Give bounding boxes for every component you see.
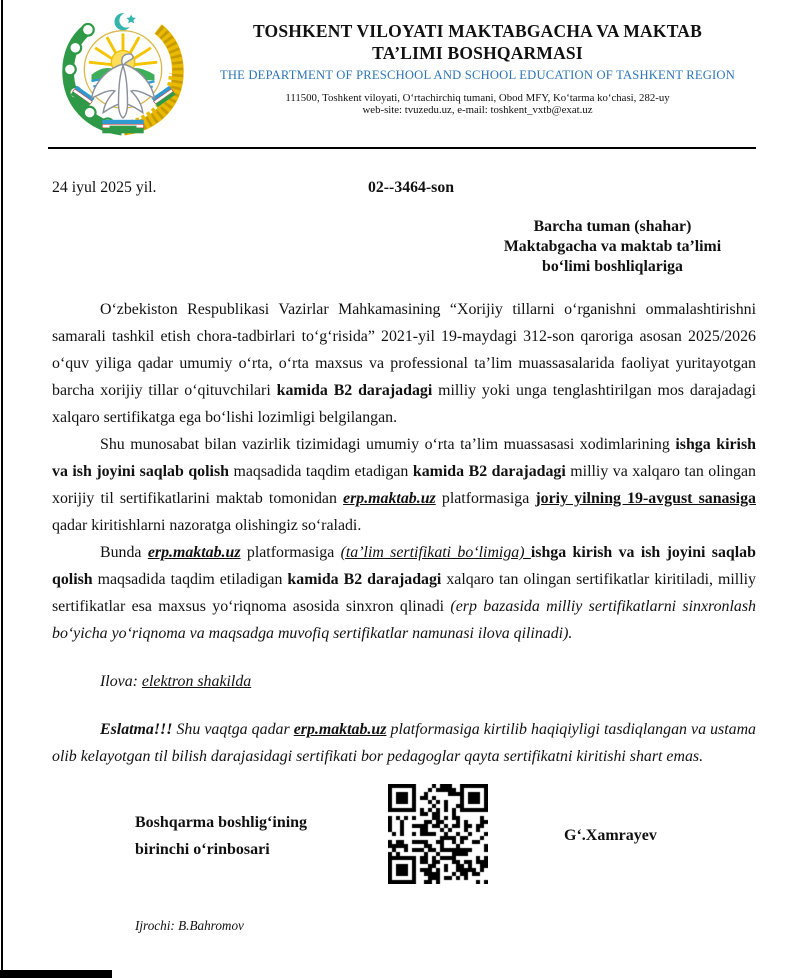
signer-position: [135, 809, 388, 863]
addressee-line2: Maktabgacha va maktab ta’limi: [503, 238, 722, 255]
letterhead: [0, 0, 794, 136]
header-divider: [48, 147, 756, 149]
flag-ribbon-icon: [102, 120, 143, 134]
text-run: Shu vaqtga qadar: [172, 721, 294, 738]
text-run: qadar kiritishlarni nazoratga olishingiz so‘raladi.: [52, 517, 362, 534]
text-run: Eslatma!!!: [100, 721, 173, 738]
text-run: kamida B2 darajadagi: [276, 382, 433, 399]
text-run: Ilova:: [100, 673, 142, 690]
crescent-star-icon: [114, 13, 135, 30]
attachment-note: [0, 668, 794, 695]
letterhead-text: [191, 10, 764, 136]
executor-line: Ijrochi: B.Bahromov: [135, 918, 244, 933]
uzbekistan-emblem: [55, 10, 191, 136]
document-date: 24 iyul 2025 yil.: [52, 179, 157, 196]
scan-artifact-bottom-edge: [0, 970, 112, 978]
text-run: milliy yoki unga tenglashtirilgan mos darajadagi xalqaro sertifikatga ega bo‘lishi lozimligi belgilangan.: [52, 382, 756, 426]
text-run: joriy yilning 19-avgust sanasiga: [535, 490, 756, 507]
addressee-block: [455, 217, 770, 277]
signer-name: G‘.Xamrayev: [564, 827, 657, 844]
addressee-line1: Barcha tuman (shahar): [533, 218, 692, 235]
reminder-note: [0, 716, 794, 770]
signer-position-line1: Boshqarma boshlig‘ining: [135, 814, 308, 831]
signature-block: [0, 784, 794, 888]
body-paragraph-2: [0, 431, 794, 539]
text-run: erp.maktab.uz: [147, 544, 241, 561]
org-address: 111500, Toshkent viloyati, O‘rtachirchiq tumani, Obod MFY, Ko‘tarma ko‘chasi, 282-uy: [285, 91, 670, 104]
text-run: maqsadida taqdim etiladigan: [92, 571, 288, 588]
signer-position-line2: birinchi o‘rinbosari: [135, 841, 270, 858]
body-paragraph-1: [0, 296, 794, 431]
text-run: O‘zbekiston Respublikasi Vazirlar Mahkamasining “Xorijiy tillarni o‘rganishni ommalashtirishni samarali tashkil etish chora-tadbirlari to‘g‘risida” 2021-yil 19-maydagi 312-son qaroriga asosan 2025/2026 o‘quv yiliga qadar umumiy o‘rta, o‘rta maxsus va professional ta’lim muassasalarida faoliyat yuritayotgan barcha xorijiy tillar o‘qituvchilari: [52, 301, 756, 399]
text-run: Bunda: [100, 544, 148, 561]
header-subtitle: THE DEPARTMENT OF PRESCHOOL AND SCHOOL EDUCATION OF TASHKENT REGION: [219, 67, 736, 82]
text-run: platformasiga: [240, 544, 341, 561]
text-run: erp.maktab.uz: [343, 490, 436, 507]
body-paragraph-3: [0, 539, 794, 647]
text-run: ishga kirish va ish joyini saqlab qolish: [52, 544, 756, 588]
addressee-line3: bo‘limi boshliqlariga: [542, 258, 683, 275]
org-title-line1: TOSHKENT VILOYATI MAKTABGACHA VA MAKTAB: [253, 21, 702, 41]
text-run: (erp bazasida milliy sertifikatlarni sinxronlash bo‘yicha yo‘riqnoma va maqsadga muvofiq sertifikatlar namunasi ilova qilinadi).: [52, 598, 756, 642]
text-run: (ta’lim sertifikati bo‘limiga): [340, 544, 531, 561]
text-run: erp.maktab.uz: [293, 721, 387, 738]
text-run: maqsadida taqdim etadigan: [228, 463, 413, 480]
org-title-line2: TA’LIMI BOSHQARMASI: [372, 43, 583, 64]
text-run: milliy va xalqaro tan olingan xorijiy til sertifikatlarini maktab tomonidan: [52, 463, 756, 507]
text-run: xalqaro tan olingan sertifikatlar kiritiladi, milliy sertifikatlar esa maxsus yo‘riqnoma asosida sinxron qlinadi: [52, 571, 756, 615]
text-run: ishga kirish va ish joyini saqlab qolish: [52, 436, 756, 480]
scan-artifact-left-edge: [1, 0, 3, 978]
text-run: elektron shakilda: [141, 673, 252, 690]
text-run: platformasiga kirtilib haqiqiyligi tasdiqlangan va ustama olib kelayotgan til bilish darajasidagi sertifikati bor pedagoglar qayta sertifikatni kiritishi shart emas.: [52, 721, 756, 765]
qr-code: [388, 784, 488, 888]
text-run: kamida B2 darajadagi: [287, 571, 442, 588]
qr-code-canvas: [388, 784, 488, 884]
text-run: platformasiga: [435, 490, 536, 507]
document-number: 02--3464-son: [368, 179, 455, 196]
text-run: Shu munosabat bilan vazirlik tizimidagi umumiy o‘rta ta’lim muassasasi xodimlarining: [100, 436, 676, 453]
text-run: kamida B2 darajadagi: [412, 463, 566, 480]
org-title: [191, 20, 764, 65]
document-meta: [0, 179, 794, 197]
org-contacts: web-site: tvuzedu.uz, e-mail: toshkent_vxtb@exat.uz: [362, 103, 593, 116]
